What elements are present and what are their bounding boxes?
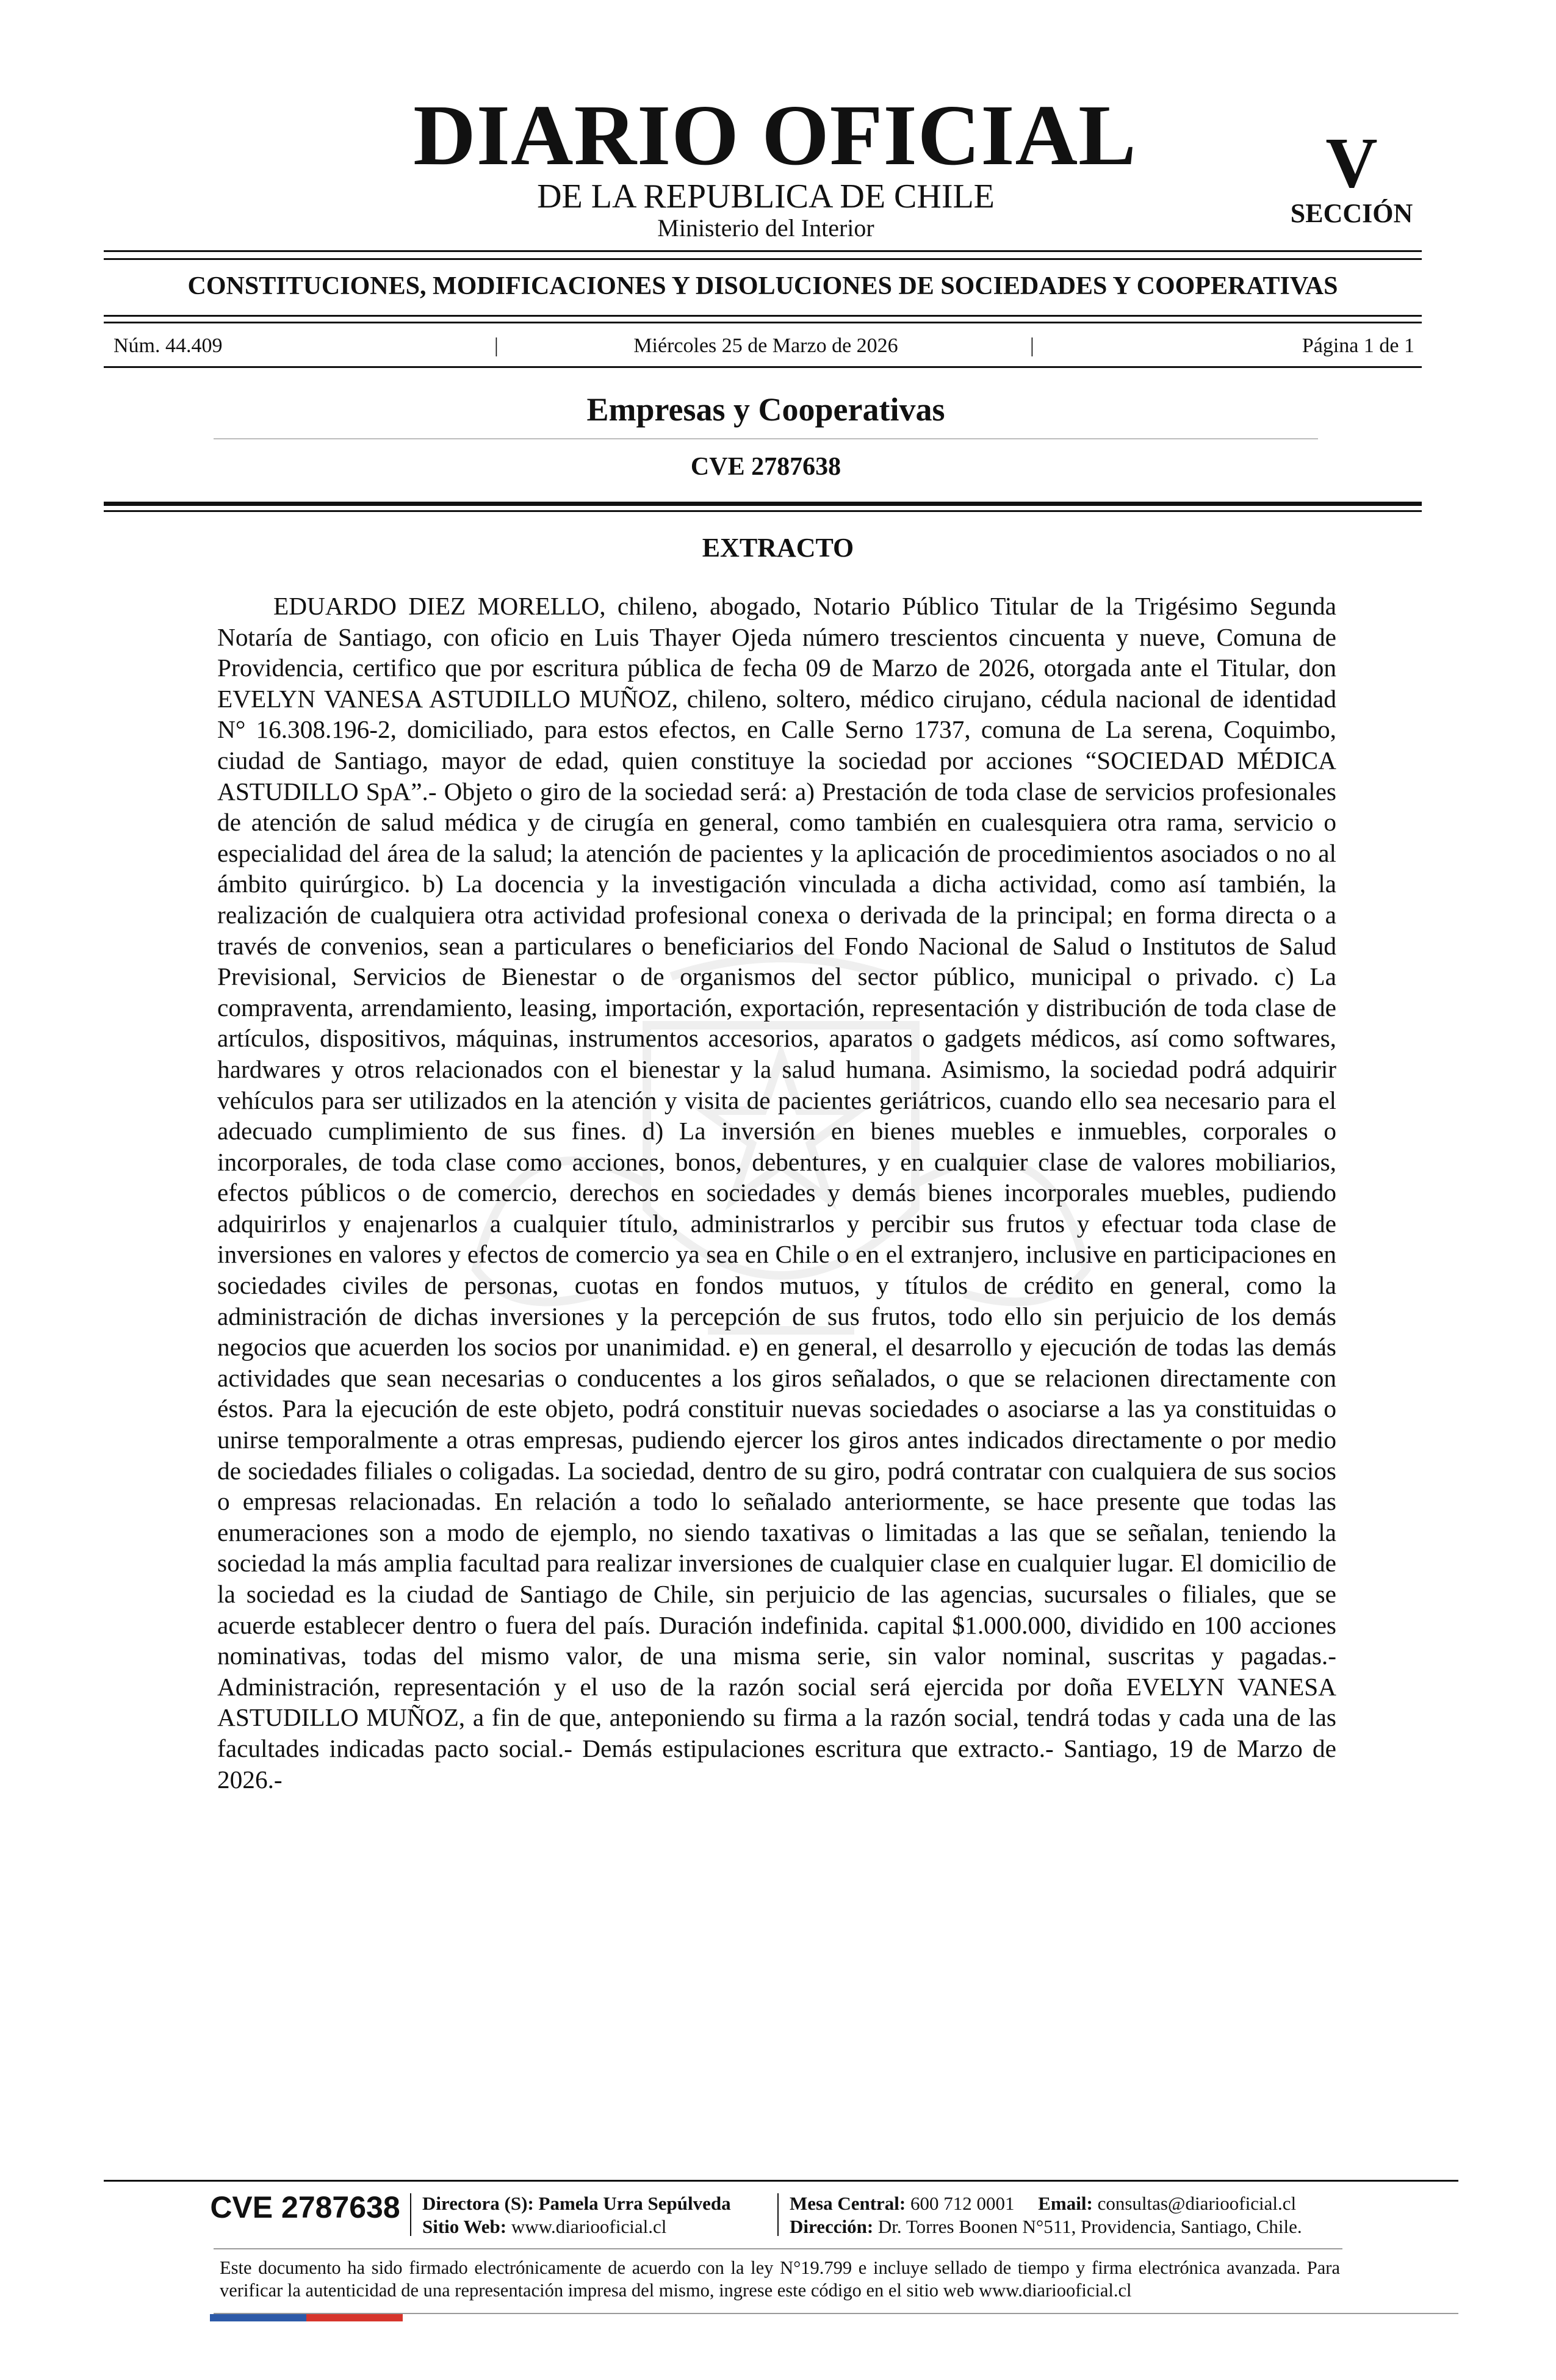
flag-stripe-red [306, 2314, 403, 2321]
flag-stripe-blue [210, 2314, 306, 2321]
masthead-ministry: Ministerio del Interior [657, 214, 874, 242]
cve-code: CVE 2787638 [690, 453, 841, 481]
footer-divider-1 [410, 2193, 411, 2236]
category-title: CONSTITUCIONES, MODIFICACIONES Y DISOLUCIONES DE SOCIEDADES Y COOPERATIVAS [187, 272, 1338, 300]
footer-phone-value: 600 712 0001 [910, 2193, 1015, 2214]
rule-under-section [214, 438, 1318, 439]
footer-email-label: Email: [1038, 2193, 1093, 2214]
footer-director [422, 2192, 731, 2215]
section-number: V [1325, 123, 1378, 203]
footer-web-link[interactable]: www.diariooficial.cl [511, 2216, 667, 2237]
rule-under-issue [104, 366, 1422, 368]
masthead-title: DIARIO OFICIAL [413, 87, 1137, 183]
footer-website [422, 2215, 666, 2238]
footer-phone-label: Mesa Central: [790, 2193, 906, 2214]
footer-email-link[interactable]: consultas@diariooficial.cl [1097, 2193, 1297, 2214]
footer-cve: CVE 2787638 [210, 2190, 400, 2224]
footer-web-label: Sitio Web: [422, 2216, 507, 2237]
issue-separator-1: | [494, 334, 499, 357]
section-title: Empresas y Cooperativas [586, 391, 945, 428]
footer-legal-note: Este documento ha sido firmado electrónicamente de acuerdo con la ley N°19.799 e incluye sellado de tiempo y firma electrónica avanzada. Para verificar la autenticidad de una representación impresa del mismo, ingrese este código en el sitio web www.diariooficial.cl [220, 2257, 1340, 2301]
rule-top-thin-2 [104, 258, 1422, 260]
rule-mid-thin-2 [104, 322, 1422, 323]
rule-thick-2 [104, 510, 1422, 512]
issue-number: Núm. 44.409 [113, 334, 223, 357]
issue-page: Página 1 de 1 [1302, 334, 1414, 357]
footer-address [790, 2215, 1302, 2238]
document-title: EXTRACTO [702, 533, 854, 563]
footer-address-value: Dr. Torres Boonen N°511, Providencia, Santiago, Chile. [877, 2216, 1302, 2237]
rule-mid-thin [104, 315, 1422, 317]
footer-contact [790, 2192, 1296, 2215]
rule-thick-1 [104, 502, 1422, 506]
masthead-subtitle: DE LA REPUBLICA DE CHILE [537, 178, 995, 215]
footer-director-label: Directora (S): [422, 2193, 534, 2214]
footer-address-label: Dirección: [790, 2216, 874, 2237]
section-label: SECCIÓN [1290, 198, 1413, 228]
rule-top-thin [104, 250, 1422, 252]
extract-body: EDUARDO DIEZ MORELLO, chileno, abogado, Notario Público Titular de la Trigésimo Segunda Notaría de Santiago, con oficio en Luis Thayer Ojeda número trescientos cincuenta y nueve, Comuna de Providencia, certifico que por escritura pública de fecha 09 de Marzo de 2026, otorgada ante el Titular, don EVELYN VANESA ASTUDILLO MUÑOZ, chileno, soltero, médico cirujano, cédula nacional de identidad N° 16.308.196-2, domiciliado, para estos efectos, en Calle Serno 1737, comuna de La serena, Coquimbo, ciudad de Santiago, mayor de edad, quien constituye la sociedad por acciones “SOCIEDAD MÉDICA ASTUDILLO SpA”.- Objeto o giro de la sociedad será: a) Prestación de toda clase de servicios profesionales de atención de salud médica y de cirugía en general, como también en cualesquiera otra rama, servicio o especialidad del área de la salud; la atención de pacientes y la aplicación de procedimientos asociados o no al ámbito quirúrgico. b) La docencia y la investigación vinculada a dicha actividad, como así también, la realización de cualquiera otra actividad profesional conexa o derivada de la principal; en forma directa o a través de convenios, sean a particulares o beneficiarios del Fondo Nacional de Salud o Institutos de Salud Previsional, Servicios de Bienestar o de organismos del sector público, municipal o privado. c) La compraventa, arrendamiento, leasing, importación, exportación, representación y distribución de toda clase de artículos, dispositivos, máquinas, instrumentos accesorios, aparatos o gadgets médicos, así como softwares, hardwares y otros relacionados con el bienestar y la salud humana. Asimismo, la sociedad podrá adquirir vehículos para ser utilizados en la atención y visita de pacientes geriátricos, cuando ello sea necesario para el adecuado cumplimiento de sus fines. d) La inversión en bienes muebles e inmuebles, corporales o incorporales, de toda clase como acciones, bonos, debentures, y en cualquier clase de valores mobiliarios, efectos públicos o de comercio, derechos en sociedades y demás bienes incorporales muebles, pudiendo adquirirlos y enajenarlos a cualquier título, administrarlos y percibir sus frutos y efectuar toda clase de inversiones en valores y efectos de comercio ya sea en Chile o en el extranjero, inclusive en participaciones en sociedades civiles de personas, cuotas en fondos mutuos, y títulos de crédito en general, como la administración de dichas inversiones y la percepción de sus frutos, todo ello sin perjuicio de los demás negocios que acuerden los socios por unanimidad. e) en general, el desarrollo y ejecución de todas las demás actividades que sean necesarias o conducentes a los giros señalados, o que se relacionen directamente con éstos. Para la ejecución de este objeto, podrá constituir nuevas sociedades o asociarse a las ya constituidas o unirse temporalmente a otras empresas, pudiendo ejercer los giros antes indicados directamente o por medio de sociedades filiales o coligadas. La sociedad, dentro de su giro, podrá contratar con cualquiera de sus socios o empresas relacionadas. En relación a todo lo señalado anteriormente, se hace presente que todas las enumeraciones son a modo de ejemplo, no siendo taxativas o limitadas a las que se señalan, teniendo la sociedad la más amplia facultad para realizar inversiones de cualquier clase en cualquier lugar. El domicilio de la sociedad es la ciudad de Santiago de Chile, sin perjuicio de las agencias, sucursales o filiales, que se acuerde establecer dentro o fuera del país. Duración indefinida. capital $1.000.000, dividido en 100 acciones nominativas, todas del mismo valor, de una misma serie, sin valor nominal, suscritas y pagadas.- Administración, representación y el uso de la razón social será ejercida por doña EVELYN VANESA ASTUDILLO MUÑOZ, a fin de que, anteponiendo su firma a la razón social, tendrá todas y cada una de las facultades indicadas pacto social.- Demás estipulaciones escritura que extracto.- Santiago, 19 de Marzo de 2026.- [217, 592, 1336, 1794]
footer-director-name: Pamela Urra Sepúlveda [538, 2193, 731, 2214]
footer-rule-mid [214, 2248, 1342, 2249]
issue-date: Miércoles 25 de Marzo de 2026 [633, 334, 898, 357]
issue-separator-2: | [1030, 334, 1034, 357]
footer-divider-2 [777, 2193, 779, 2236]
footer-rule-top [104, 2180, 1458, 2182]
